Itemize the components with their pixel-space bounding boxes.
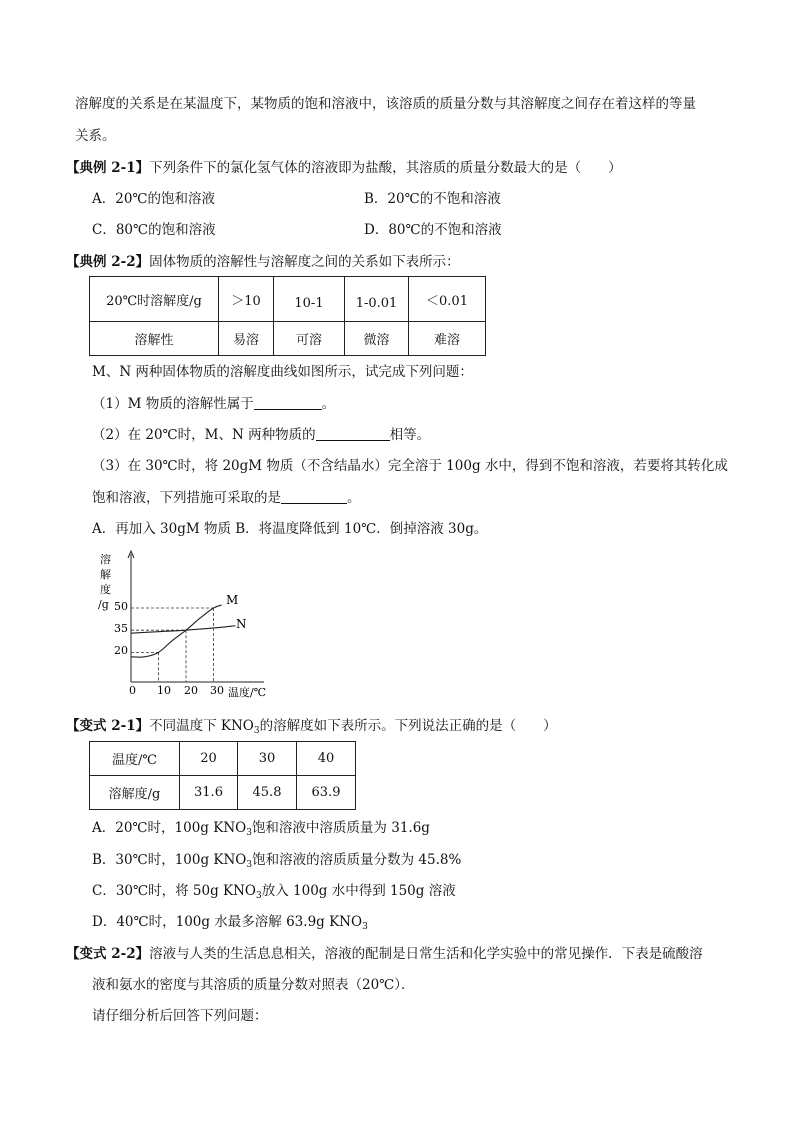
- subscript: 3: [255, 891, 262, 901]
- example-2-1-question: 下列条件下的氯化氢气体的溶液即为盐酸，其溶质的质量分数最大的是（ ）: [149, 160, 622, 176]
- variant-2-1-tag: 【变式 2-1】: [66, 718, 150, 734]
- table-cell: 微溶: [345, 322, 409, 356]
- subscript: 3: [246, 828, 252, 838]
- x-tick-label: 10: [157, 684, 171, 697]
- subscript: 3: [362, 922, 368, 932]
- question-3-end: 。: [347, 490, 361, 506]
- example-2-2-stem: [66, 252, 460, 272]
- y-axis-label-char: 解: [100, 568, 111, 581]
- solubility-curve-chart: [88, 548, 268, 706]
- table-cell: 10-1: [274, 277, 345, 322]
- option-text: D．40℃时，100g 水最多溶解 63.9g KNO: [92, 914, 363, 930]
- example-2-1-option-c[interactable]: C．80℃的饱和溶液: [92, 222, 216, 238]
- option-text: 饱和溶液中溶质质量为 31.6g: [251, 820, 430, 836]
- example-2-1-option-a[interactable]: A．20℃的饱和溶液: [92, 191, 216, 207]
- question-2-end: 相等。: [389, 427, 431, 443]
- question-1: [92, 394, 335, 414]
- option-text: C．30℃时，将 50g KNO: [92, 883, 256, 899]
- example-2-2-tag: 【典例 2-2】: [66, 254, 150, 270]
- table-cell: 40: [297, 742, 356, 776]
- y-tick-label: 20: [114, 644, 128, 657]
- table-cell: 63.9: [297, 776, 356, 810]
- question-3-options[interactable]: A．再加入 30gM 物质 B．将温度降低到 10℃．倒掉溶液 30g。: [92, 521, 488, 537]
- example-2-1-option-d[interactable]: D．80℃的不饱和溶液: [364, 222, 502, 238]
- curve-m-label: M: [226, 593, 239, 607]
- example-2-2-graph-intro: M、N 两种固体物质的溶解度曲线如图所示，试完成下列问题：: [92, 364, 473, 380]
- question-3-line-1: （3）在 30℃时，将 20gM 物质（不含结晶水）完全溶于 100g 水中，得到不饱和溶液，若要将其转化成: [92, 458, 728, 474]
- curve-n-label: N: [236, 617, 247, 631]
- intro-line-2: 关系。: [75, 128, 116, 144]
- table-cell: 溶解性: [90, 322, 219, 356]
- question-2: [92, 425, 430, 445]
- x-tick-label: 0: [129, 684, 136, 697]
- y-tick-label: 50: [114, 600, 128, 613]
- option-text: 放入 100g 水中得到 150g 溶液: [261, 883, 456, 899]
- table-cell: 易溶: [219, 322, 274, 356]
- table-cell: 1-0.01: [345, 277, 409, 322]
- table-cell: 20: [180, 742, 238, 776]
- table-cell: 温度/℃: [90, 742, 180, 776]
- variant-2-2-stem-1: [66, 944, 703, 964]
- table-cell: 溶解度/g: [90, 776, 180, 810]
- question-3-text: 饱和溶液，下列措施可采取的是: [92, 490, 281, 506]
- variant-2-1-option-c[interactable]: [92, 881, 456, 901]
- example-2-1-tag: 【典例 2-1】: [66, 160, 150, 176]
- example-2-2-question: 固体物质的溶解性与溶解度之间的关系如下表所示：: [149, 254, 460, 270]
- question-2-text: （2）在 20℃时，M、N 两种物质的: [92, 427, 316, 443]
- variant-2-2-tag: 【变式 2-2】: [66, 946, 150, 962]
- subscript: 3: [253, 726, 260, 736]
- table-cell: ＞10: [219, 277, 274, 322]
- variant-2-1-stem: [66, 716, 557, 736]
- example-2-1-option-b[interactable]: B．20℃的不饱和溶液: [364, 191, 501, 207]
- y-axis-label-char: 度: [100, 583, 111, 596]
- variant-2-1-option-b[interactable]: [92, 850, 461, 870]
- table-row: [90, 776, 356, 810]
- variant-2-1-option-a[interactable]: [92, 818, 430, 838]
- table-row: [90, 322, 486, 356]
- question-1-text: （1）M 物质的溶解性属于: [92, 396, 254, 412]
- x-tick-label: 20: [184, 684, 198, 697]
- question-3-line-2: [92, 488, 361, 508]
- table-cell: 30: [238, 742, 297, 776]
- x-axis-label: 温度/℃: [228, 686, 267, 699]
- table-row: [90, 742, 356, 776]
- answer-blank-3[interactable]: [281, 489, 347, 504]
- answer-blank-2[interactable]: [316, 426, 390, 441]
- table-cell: 可溶: [274, 322, 345, 356]
- intro-line-1: 溶解度的关系是在某温度下，某物质的饱和溶液中，该溶质的质量分数与其溶解度之间存在着这样的等量: [75, 96, 696, 112]
- variant-2-2-question: 溶液与人类的生活息息相关，溶液的配制是日常生活和化学实验中的常见操作．下表是硫酸溶: [149, 946, 703, 962]
- table-cell: 20℃时溶解度/g: [90, 277, 219, 322]
- y-axis-label-char: 溶: [100, 553, 111, 566]
- solubility-class-table: [89, 276, 486, 356]
- table-row: [90, 277, 486, 322]
- option-text: B．30℃时，100g KNO: [92, 852, 247, 868]
- option-text: 饱和溶液的溶质质量分数为 45.8%: [252, 852, 462, 868]
- question-1-end: 。: [321, 396, 336, 412]
- y-axis-label-char: /g: [98, 598, 109, 611]
- kno3-solubility-table: [89, 741, 356, 810]
- y-tick-label: 35: [114, 622, 128, 635]
- table-cell: 难溶: [409, 322, 486, 356]
- table-cell: ＜0.01: [409, 277, 486, 322]
- answer-blank-1[interactable]: [254, 395, 322, 410]
- variant-2-2-stem-3: 请仔细分析后回答下列问题：: [92, 1008, 268, 1024]
- subscript: 3: [246, 860, 253, 870]
- variant-2-1-option-d[interactable]: [92, 912, 368, 932]
- option-text: A．20℃时，100g KNO: [92, 820, 247, 836]
- table-cell: 45.8: [238, 776, 297, 810]
- table-cell: 31.6: [180, 776, 238, 810]
- x-tick-label: 30: [210, 684, 224, 697]
- variant-2-1-question-b: 的溶解度如下表所示。下列说法正确的是（ ）: [259, 718, 557, 734]
- variant-2-1-question-a: 不同温度下 KNO: [149, 718, 254, 734]
- variant-2-2-stem-2: 液和氨水的密度与其溶质的质量分数对照表（20℃）．: [92, 977, 415, 993]
- example-2-1-stem: [66, 158, 622, 178]
